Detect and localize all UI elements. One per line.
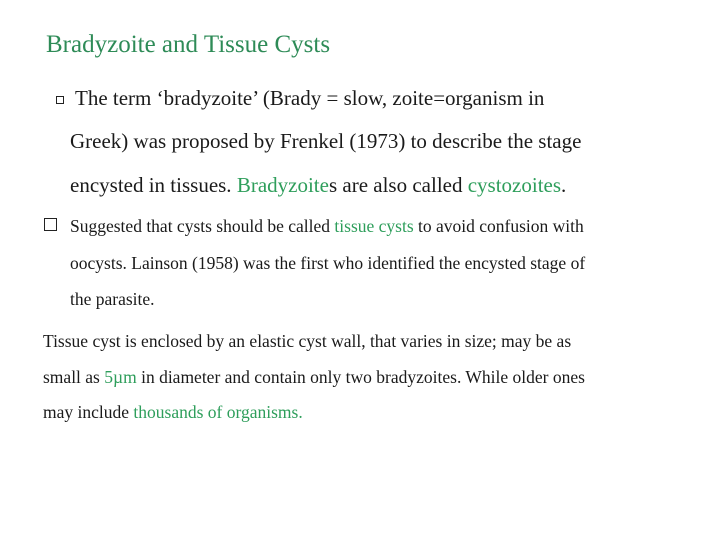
highlight-thousands-of-organisms: thousands of organisms. [133, 402, 303, 422]
paragraph-line3 [43, 402, 303, 423]
bullet2-line2: oocysts. Lainson (1958) was the first who identified the encysted stage of [70, 253, 586, 273]
bullet2-line3: the parasite. [70, 289, 155, 309]
paragraph-line2 [43, 367, 585, 388]
bullet2-line1-text-a: Suggested that cysts should be called [70, 216, 335, 236]
highlight-5um: 5µm [104, 367, 137, 387]
paragraph-line2-text-b: in diameter and contain only two bradyzoites. While older ones [136, 367, 585, 387]
bullet1-line1: The term ‘bradyzoite’ (Brady = slow, zoite=organism in [75, 86, 545, 110]
bullet2-line1-text-b: to avoid confusion with [413, 216, 584, 236]
square-bullet-icon [56, 96, 64, 104]
highlight-cystozoites: cystozoites [467, 173, 562, 197]
paragraph-line3-text-a: may include [43, 402, 134, 422]
bullet1-line3-text-a: encysted in tissues. [70, 173, 237, 197]
highlight-bradyzoite: Bradyzoite [236, 173, 329, 197]
bullet1-line3-text-b: s are also called [328, 173, 468, 197]
bullet2-line1 [70, 216, 584, 237]
bullet1-line3-text-c: . [561, 173, 567, 197]
bullet1-line2: Greek) was proposed by Frenkel (1973) to describe the stage [70, 129, 582, 153]
paragraph-line1: Tissue cyst is enclosed by an elastic cyst wall, that varies in size; may be as [43, 331, 572, 351]
highlight-tissue-cysts: tissue cysts [334, 216, 414, 236]
square-bullet-icon [44, 218, 57, 231]
bullet1-line3 [70, 173, 566, 198]
slide-title: Bradyzoite and Tissue Cysts [46, 31, 331, 58]
paragraph-line2-text-a: small as [43, 367, 105, 387]
